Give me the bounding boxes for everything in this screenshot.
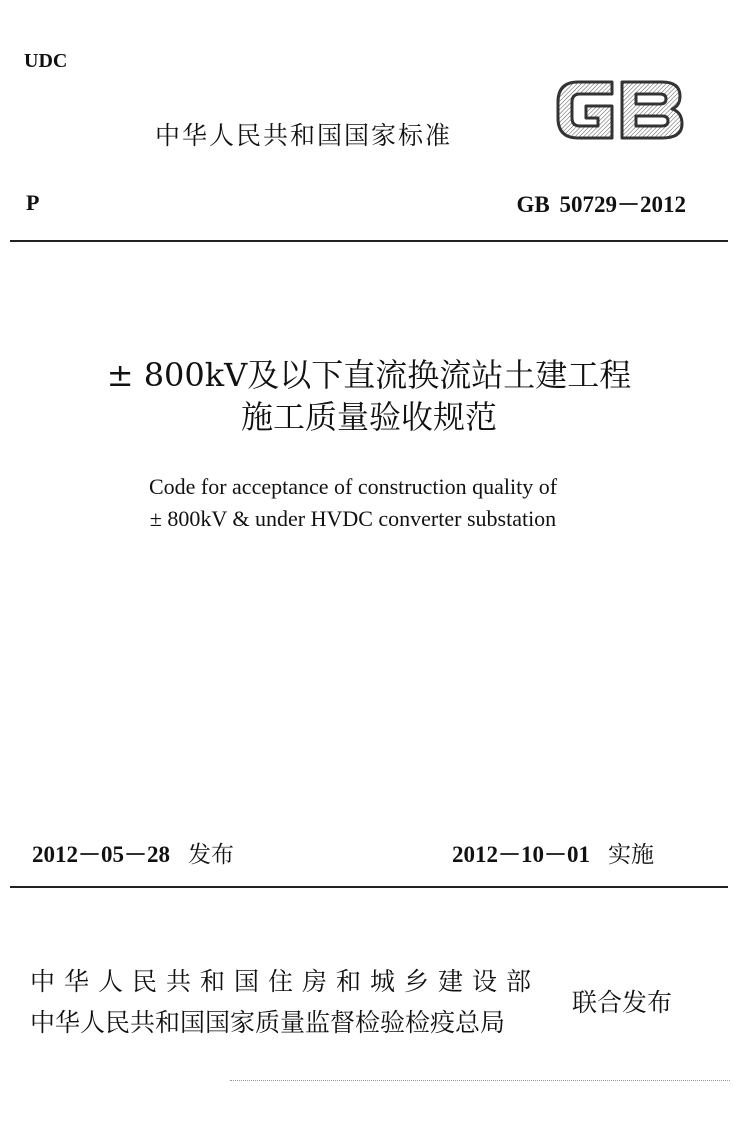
title-english-line1: Code for acceptance of construction quality of	[148, 474, 558, 499]
footer-dotted-line	[230, 1080, 730, 1081]
implement-date-block	[452, 836, 654, 869]
issuer-line1: 中华人民共和国住房和城乡建设部	[30, 967, 541, 996]
issue-label: 发布	[188, 842, 234, 868]
bottom-divider	[10, 886, 728, 888]
title-english-line2: ± 800kV & under HVDC converter substation	[149, 506, 557, 531]
issuer-line2: 中华人民共和国国家质量监督检验检疫总局	[30, 1008, 506, 1037]
classification-code: P	[26, 190, 40, 215]
gb-logo	[550, 68, 690, 148]
top-divider	[10, 240, 728, 242]
implement-date: 2012－10－01	[452, 842, 590, 867]
implement-label: 实施	[608, 842, 654, 868]
udc-label: UDC	[24, 50, 68, 72]
title-chinese-line1: ± 800kV及以下直流换流站土建工程	[106, 356, 632, 394]
issue-date-block	[32, 836, 234, 869]
gb-logo-icon	[550, 68, 690, 148]
title-chinese-line2: 施工质量验收规范	[240, 398, 497, 436]
issue-date: 2012－05－28	[32, 842, 170, 867]
joint-release-label: 联合发布	[572, 988, 673, 1017]
standard-category-title: 中华人民共和国国家标准	[155, 121, 453, 150]
standard-number: GB 50729－2012	[516, 192, 686, 217]
